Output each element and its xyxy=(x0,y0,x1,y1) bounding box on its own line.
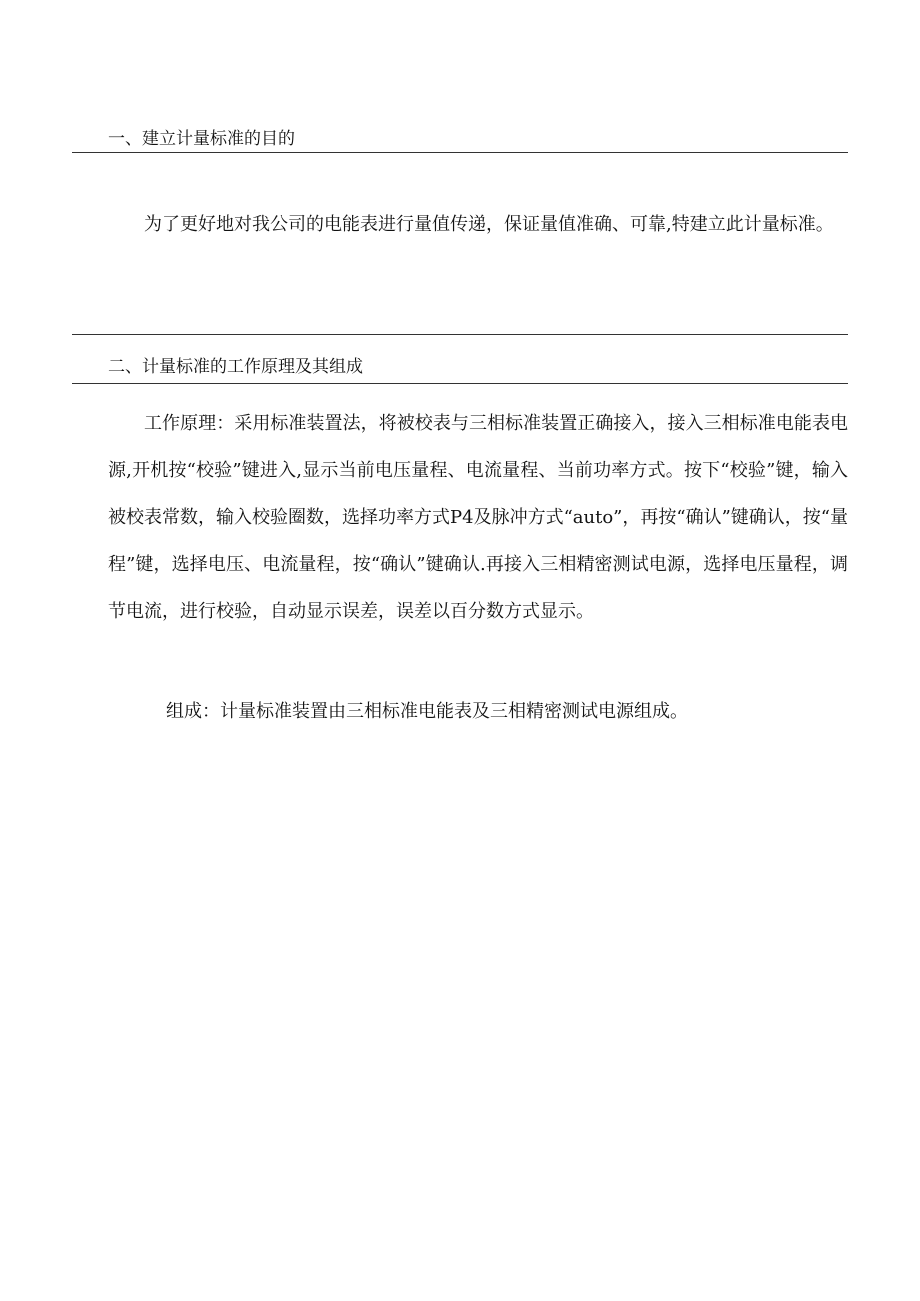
section-2-heading: 二、计量标准的工作原理及其组成 xyxy=(108,357,363,377)
section-1-heading: 一、建立计量标准的目的 xyxy=(108,129,295,149)
section-1-paragraph: 为了更好地对我公司的电能表进行量值传递，保证量值准确、可靠,特建立此计量标准。 xyxy=(144,214,834,235)
section-1-heading-rule xyxy=(72,152,848,153)
section-2-heading-rule xyxy=(72,383,848,384)
section-2-top-rule xyxy=(72,334,848,335)
composition-paragraph: 组成：计量标准装置由三相标准电能表及三相精密测试电源组成。 xyxy=(166,701,688,722)
working-principle-paragraph: 工作原理：采用标准装置法，将被校表与三相标准装置正确接入，接入三相标准电能表电源,开机按“校验”键进入,显示当前电压量程、电流量程、当前功率方式。按下“校验”键，输入被校表常数，输入校验圈数，选择功率方式P4及脉冲方式“auto”，再按“确认”键确认，按“量程”键，选择电压、电流量程，按“确认”键确认.再接入三相精密测试电源，选择电压量程，调节电流，进行校验，自动显示误差，误差以百分数方式显示。 xyxy=(108,413,848,622)
